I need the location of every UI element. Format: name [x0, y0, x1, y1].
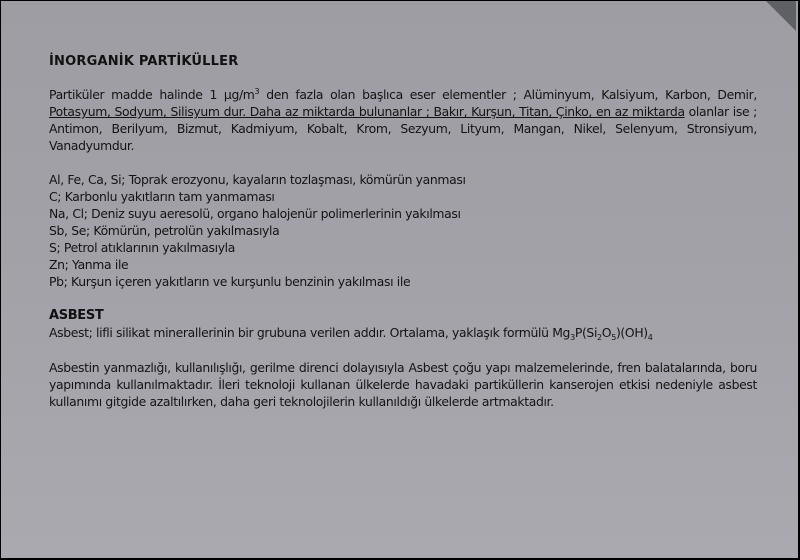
formula-sub: 3	[570, 333, 575, 343]
formula-sub: 2	[597, 333, 602, 343]
intro-paragraph	[49, 83, 757, 154]
formula-part: P(Si	[574, 325, 598, 341]
intro-text-1: Partiküler madde halinde 1 μg/m	[49, 87, 255, 103]
formula-sub: 5	[611, 333, 616, 343]
source-item: Zn; Yanma ile	[49, 257, 129, 273]
sources-list	[49, 171, 757, 290]
intro-text-2: den fazla olan başlıca eser elementler ; Alüminyum, Kalsiyum, Karbon, Demir,	[259, 87, 757, 103]
corner-fold-decoration	[766, 1, 796, 31]
source-item: S; Petrol atıklarının yakılmasıyla	[49, 240, 236, 256]
asbest-heading: ASBEST	[49, 308, 104, 324]
slide-title: İNORGANİK PARTİKÜLLER	[49, 54, 239, 69]
asbest-paragraph: Asbestin yanmazlığı, kullanılışlığı, gerilme direnci dolayısıyla Asbest çoğu yapı malzemelerinde, fren balatalarında, boru yapımında kullanılmaktadır. İleri teknoloji kullanan ülkelerde havadaki partiküllerin kanserojen etkisi nedeniyle asbest kullanımı gitgide azaltılırken, daha geri teknolojilerin kullanıldığı ülkelerde artmaktadır.	[49, 360, 757, 410]
source-item: Pb; Kurşun içeren yakıtların ve kurşunlu benzinin yakılması ile	[49, 274, 411, 290]
source-item: Sb, Se; Kömürün, petrolün yakılmasıyla	[49, 223, 280, 239]
slide-background	[1, 1, 798, 558]
intro-text-4: olanlar ise ; Antimon, Berilyum, Bizmut, Kadmiyum, Kobalt, Krom, Sezyum, Lityum, Mangan, Nikel, Selenyum, Stronsiyum, Vanadyumdur.	[49, 104, 758, 154]
asbest-definition	[49, 324, 757, 341]
source-item: C; Karbonlu yakıtların tam yanmaması	[49, 189, 275, 205]
intro-superscript: 3	[254, 87, 260, 96]
source-item: Na, Cl; Deniz suyu aeresolü, organo halojenür polimerlerinin yakılması	[49, 206, 461, 222]
formula-part: )(OH)	[615, 325, 648, 341]
formula-sub: 4	[647, 333, 653, 343]
slide-content	[49, 53, 757, 410]
source-item: Al, Fe, Ca, Si; Toprak erozyonu, kayaların tozlaşması, kömürün yanması	[49, 172, 466, 188]
asbest-definition-text: Asbest; lifli silikat minerallerinin bir grubuna verilen addır. Ortalama, yaklaşık formülü Mg	[49, 325, 571, 341]
intro-underlined-text: Potasyum, Sodyum, Silisyum dur. Daha az miktarda bulunanlar ; Bakır, Kurşun, Titan, Çinko, en az miktarda	[49, 104, 685, 120]
formula-part: O	[601, 325, 612, 341]
